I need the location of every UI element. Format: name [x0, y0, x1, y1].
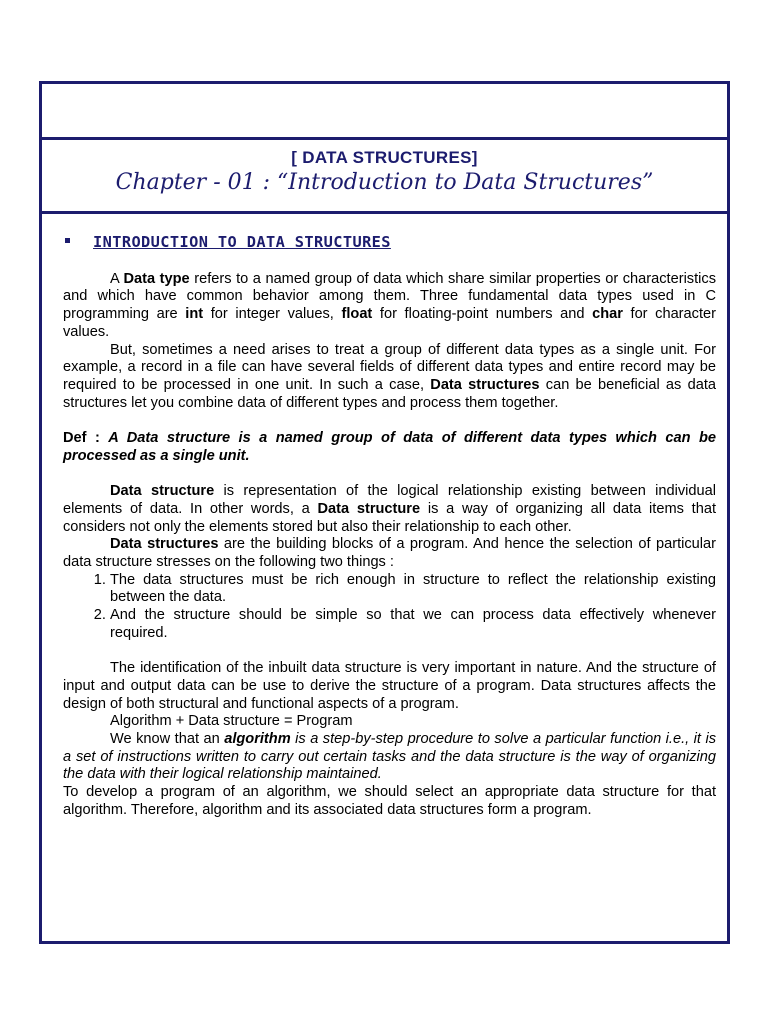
paragraph-identification: The identification of the inbuilt data structure is very important in nature. And the structure of input and output data can be use to derive the structure of a program. Data structures affects the design of both structural and functional aspects of a program.: [63, 660, 716, 712]
term-char: char: [592, 306, 623, 323]
square-bullet-icon: [65, 238, 70, 243]
list-item: 1. The data structures must be rich enough in structure to reflect the relationship existing between the data.: [110, 572, 716, 607]
chapter-title: Chapter - 01 : “Introduction to Data Structures”: [115, 170, 654, 195]
requirements-list: [63, 572, 716, 643]
paragraph-data-type: [63, 271, 716, 342]
paragraph-conclusion: To develop a program of an algorithm, we should select an appropriate data structure for that algorithm. Therefore, algorithm and its associated data structures form a program.: [63, 784, 716, 818]
definition-label: Def :: [63, 430, 109, 447]
text: for character values.: [63, 306, 716, 340]
term-data-type: Data type: [123, 270, 190, 287]
definition-text: A Data structure is a named group of data of different data types which can be processed as a single unit.: [63, 430, 717, 464]
section-heading: [63, 234, 716, 252]
algorithm-definition: is a step-by-step procedure to solve a particular function i.e., it is a set of instructions written to carry out certain tasks and the data structure is the way of organizing the data with their logical relationship maintained.: [63, 730, 716, 783]
text: We know that an: [110, 730, 225, 747]
term-data-structure: Data structure: [317, 500, 421, 517]
header-divider-bottom: [42, 211, 727, 214]
header-divider-top: [42, 137, 727, 140]
page-frame: [39, 81, 730, 944]
paragraph-building-blocks: [63, 536, 716, 571]
term-data-structure: Data structure: [110, 483, 215, 500]
section-heading-text: INTRODUCTION TO DATA STRUCTURES: [93, 233, 391, 251]
text: for floating-point numbers and: [372, 306, 593, 323]
list-item: 2. And the structure should be simple so that we can process data effectively whenever required.: [110, 607, 716, 642]
text: refers to a named group of data which share similar properties or characteristics and which have common behavior among them. Three fundamental data types used in C programming are: [63, 270, 716, 323]
text: for integer values,: [203, 306, 342, 323]
text: is representation of the logical relationship existing between individual elements of data. In other words, a: [63, 483, 716, 517]
text: can be beneficial as data structures let you combine data of different types and process them together.: [63, 376, 716, 411]
text: is a way of organizing all data items that considers not only the elements stored but also their relationship to each other.: [63, 500, 716, 535]
term-algorithm: algorithm: [224, 730, 291, 747]
book-header-label: [ DATA STRUCTURES]: [291, 148, 478, 167]
term-float: float: [341, 306, 373, 323]
page-body: [63, 234, 716, 819]
term-data-structures: Data structures: [110, 536, 219, 553]
paragraph-need: [63, 342, 716, 413]
term-data-structures: Data structures: [430, 376, 540, 393]
paragraph-algorithm: [63, 731, 716, 784]
paragraph-representation: [63, 483, 716, 536]
definition: [63, 430, 716, 465]
formula: Algorithm + Data structure = Program: [110, 713, 353, 730]
text: are the building blocks of a program. And hence the selection of particular data structure stresses on the following two things :: [63, 536, 716, 570]
term-int: int: [185, 306, 204, 323]
text: But, sometimes a need arises to treat a group of different data types as a single unit. For example, a record in a file can have several fields of different data types and entire record may be required to be processed in one unit. In such a case,: [63, 341, 716, 393]
text: A: [110, 270, 124, 287]
